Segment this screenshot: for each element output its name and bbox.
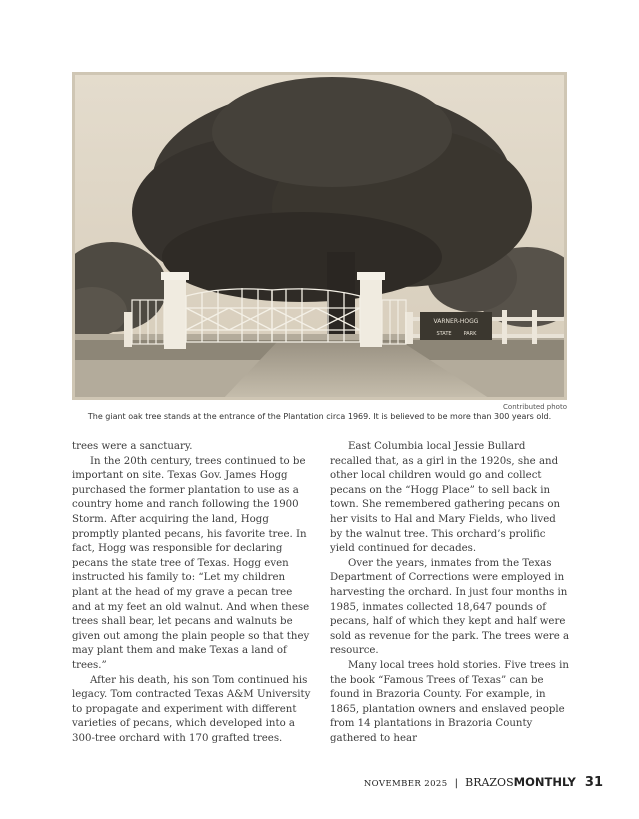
photo-caption: The giant oak tree stands at the entrance of the Plantation circa 1969. It is believed to be more than 300 years old. [87,412,552,421]
paragraph: Many local trees hold stories. Five trees in the book “Famous Trees of Texas” can be found in Brazoria County. For example, in 1865, plantation owners and enslaved people from 14 plantations in Brazoria County gathered to hear [330,659,569,744]
brand-name-part2: MONTHLY [513,775,576,789]
photo-icon [72,72,567,400]
page-number: 31 [584,775,603,790]
issue-date: NOVEMBER 2025 [363,779,448,789]
svg-text:VARNER-HOGG: VARNER-HOGG [433,318,479,325]
oak-tree-photo [72,72,567,400]
svg-text:STATE: STATE [436,331,452,337]
brand-name-part1: BRAZOS [465,776,514,789]
svg-text:PARK: PARK [463,331,477,337]
paragraph: Over the years, inmates from the Texas Department of Corrections were employed in harvesting the orchard. In just four months in 1985, inmates collected 18,647 pounds of pecans, half of which they kept and half were sold as revenue for the park. The trees were a resource. [330,557,570,657]
paragraph: In the 20th century, trees continued to be important on site. Texas Gov. James Hogg purchased the former plantation to use as a country home and ranch following the 1900 Storm. After acquiring the land, Hogg promptly planted pecans, his favorite tree. In fact, Hogg was responsible for declaring pecans the state tree of Texas. Hogg even instructed his family to: “Let my children plant at the head of my grave a pecan tree and at my feet an old walnut. And when these trees shall bear, let pecans and walnuts be given out among the plain people so that they may plant them and make Texas a land of trees.” [72,455,310,671]
article-left-column [72,440,312,746]
photo-credit: Contributed photo [503,403,567,411]
footer-separator: | [454,778,459,789]
page-footer [364,771,603,790]
paragraph: East Columbia local Jessie Bullard recalled that, as a girl in the 1920s, she and other local children would go and collect pecans on the “Hogg Place” to sell back in town. She remembered gathering pecans on her visits to Hal and Mary Fields, who lived by the walnut tree. This orchard’s prolific yield continued for decades. [330,441,561,555]
article-right-column [330,440,570,746]
paragraph: After his death, his son Tom continued his legacy. Tom contracted Texas A&M University to propagate and experiment with different varieties of pecans, which developed into a 300-tree orchard with 170 grafted trees. [72,674,311,744]
paragraph: trees were a sanctuary. [72,441,193,452]
